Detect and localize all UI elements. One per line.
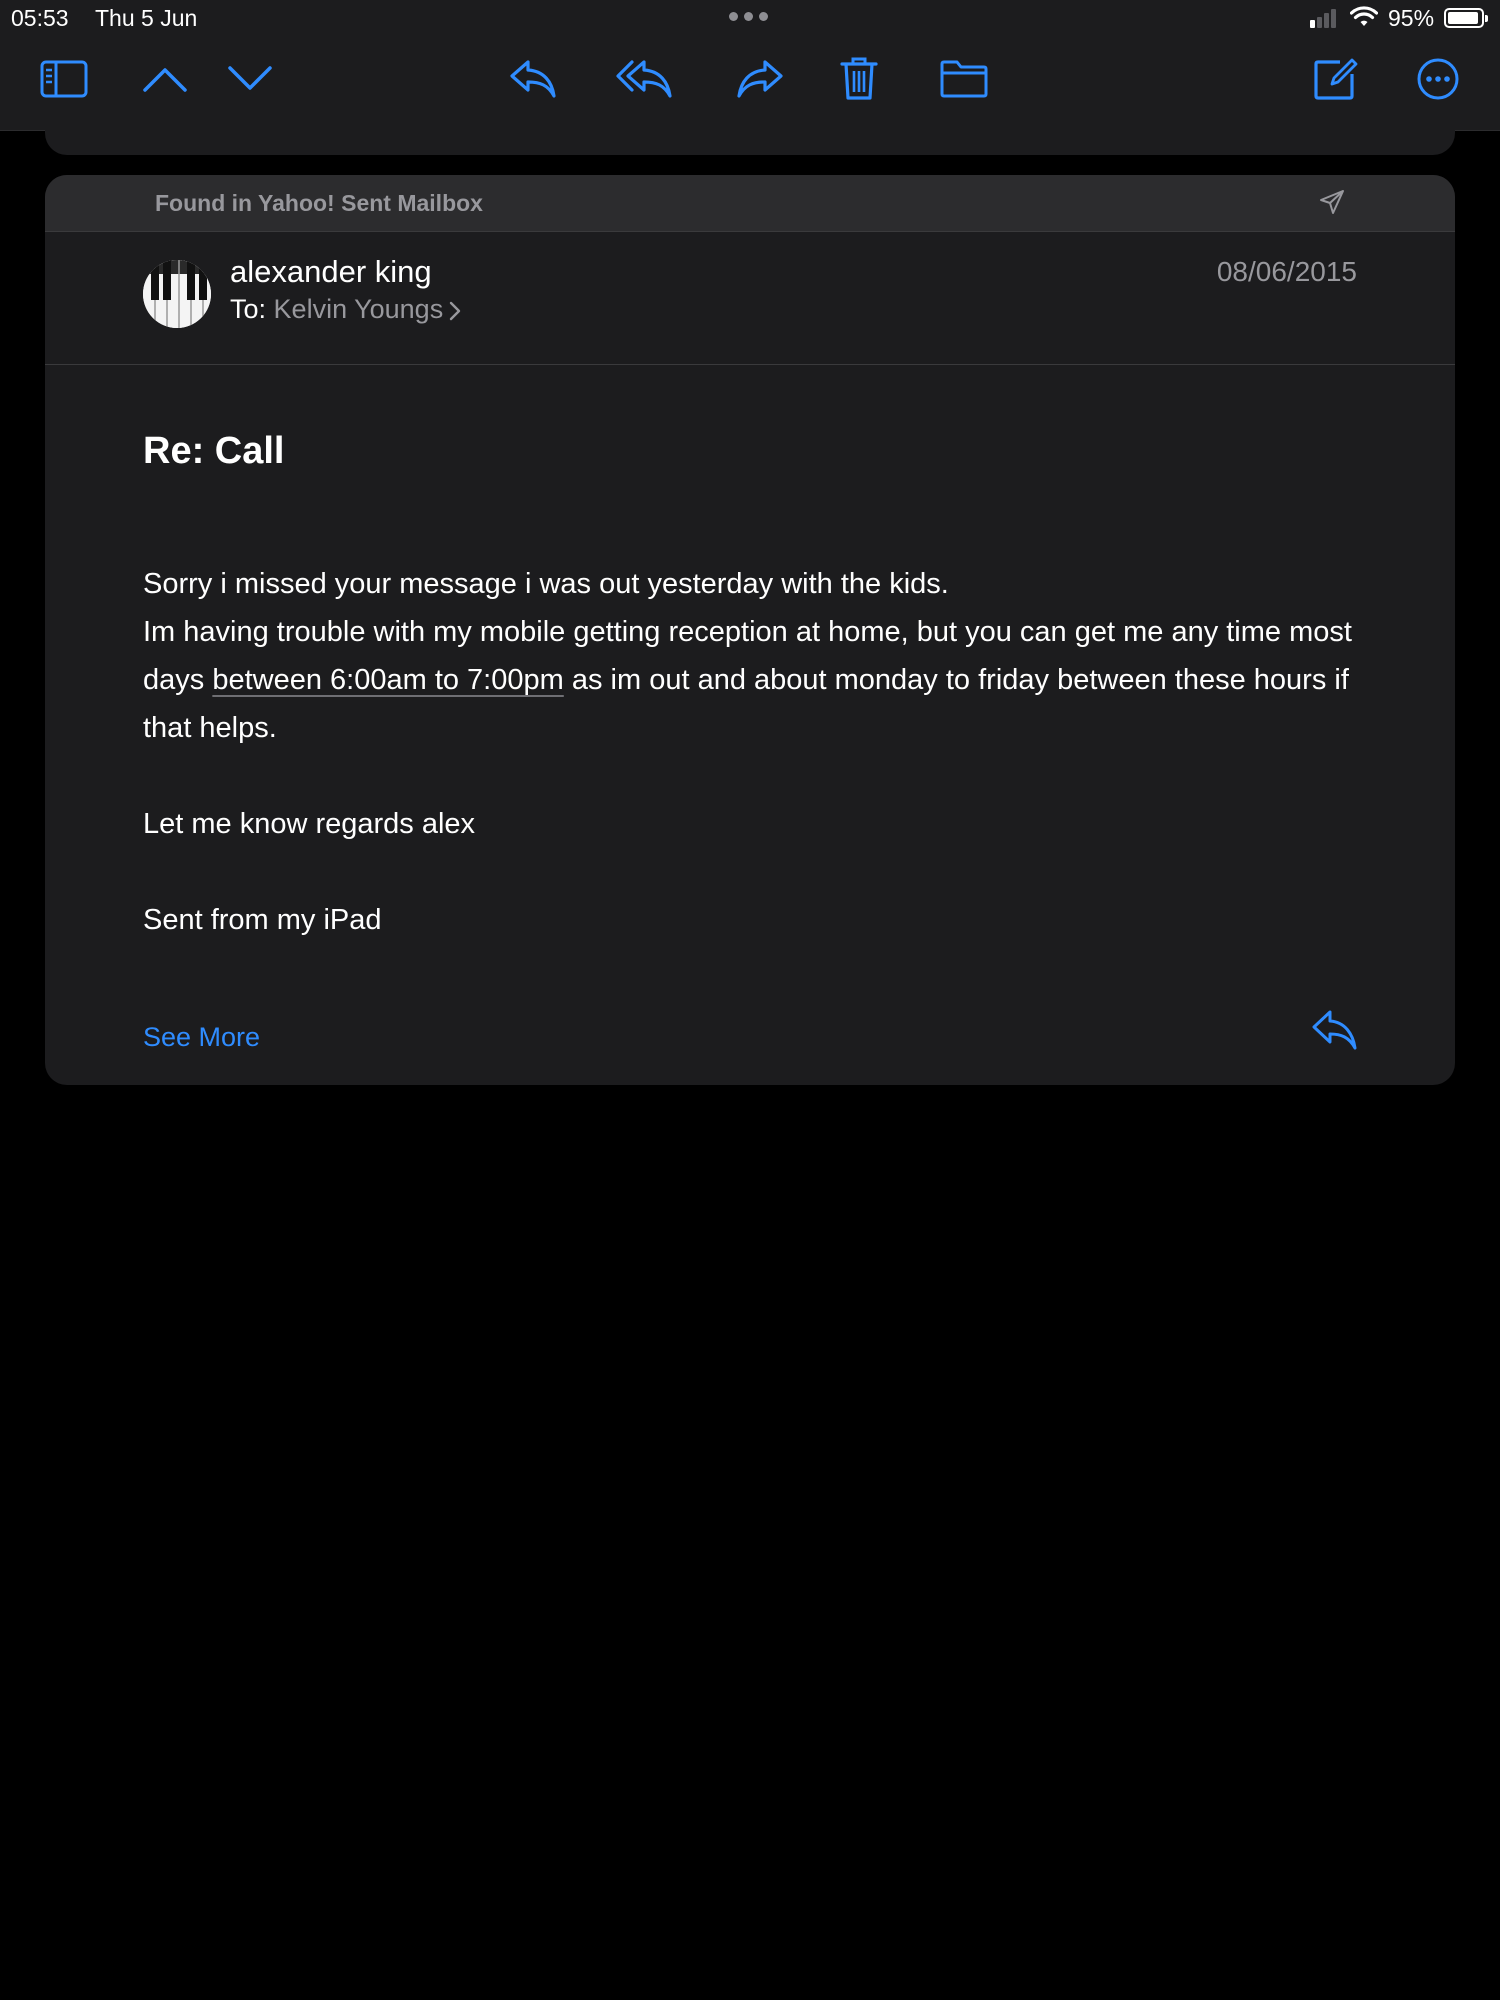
- reply-icon: [508, 58, 558, 100]
- reply-all-button[interactable]: [615, 54, 675, 104]
- body-text-segment: as im out and about monday to friday between these hours if that helps.: [143, 664, 1349, 744]
- multitasking-dots-icon[interactable]: [729, 12, 769, 22]
- cellular-signal-icon: [1310, 8, 1340, 28]
- see-more-link[interactable]: See More: [143, 1022, 261, 1052]
- email-date: 08/06/2015: [1216, 256, 1357, 287]
- trash-icon: [840, 56, 878, 102]
- to-label: To:: [230, 294, 267, 324]
- reply-icon[interactable]: [1311, 1007, 1357, 1053]
- battery-icon: [1444, 8, 1484, 28]
- found-in-mailbox-label: Found in Yahoo! Sent Mailbox: [155, 190, 483, 216]
- sender-name[interactable]: alexander king: [230, 254, 432, 289]
- body-text-segment: Im having trouble with my mobile getting reception at home, but you can get me any time most days: [143, 616, 1352, 696]
- email-body: [143, 560, 1373, 944]
- wifi-icon: [1350, 6, 1378, 28]
- forward-icon: [735, 58, 785, 100]
- sidebar-toggle-button[interactable]: [38, 54, 90, 104]
- signature-line: Sent from my iPad: [143, 904, 382, 936]
- avatar[interactable]: [143, 260, 211, 328]
- sidebar-icon: [40, 60, 88, 98]
- folder-icon: [939, 59, 989, 99]
- forward-button[interactable]: [732, 54, 788, 104]
- reply-all-icon: [616, 58, 674, 100]
- compose-button[interactable]: [1310, 54, 1360, 104]
- mailbox-banner: [45, 175, 1455, 232]
- status-bar: [0, 0, 1500, 36]
- email-subject: Re: Call: [143, 430, 285, 472]
- trash-button[interactable]: [836, 54, 882, 104]
- battery-percent: 95%: [1388, 5, 1435, 31]
- previous-message-button[interactable]: [140, 54, 190, 104]
- more-options-button[interactable]: [1413, 54, 1463, 104]
- reply-button[interactable]: [505, 54, 561, 104]
- sent-paper-plane-icon[interactable]: [1319, 189, 1345, 215]
- chevron-down-icon: [227, 65, 273, 93]
- body-paragraph: [143, 608, 1373, 752]
- recipient-name[interactable]: [274, 294, 462, 324]
- body-line: Let me know regards alex: [143, 808, 476, 840]
- piano-keys-icon: [143, 260, 211, 328]
- chevron-right-icon: [449, 301, 461, 321]
- time-range-link[interactable]: between 6:00am to 7:00pm: [212, 664, 564, 696]
- chevron-up-icon: [142, 65, 188, 93]
- recipient-name-text: Kelvin Youngs: [273, 294, 444, 324]
- status-date: Thu 5 Jun: [95, 5, 198, 31]
- body-line: Sorry i missed your message i was out yesterday with the kids.: [143, 568, 949, 600]
- move-to-folder-button[interactable]: [938, 54, 990, 104]
- email-header: [45, 232, 1455, 365]
- previous-message-card[interactable]: [45, 100, 1455, 155]
- email-card: [45, 175, 1455, 1085]
- recipient-line: [230, 294, 461, 325]
- next-message-button[interactable]: [225, 54, 275, 104]
- more-icon: [1416, 57, 1460, 101]
- compose-icon: [1312, 56, 1358, 102]
- status-time: 05:53: [11, 5, 69, 31]
